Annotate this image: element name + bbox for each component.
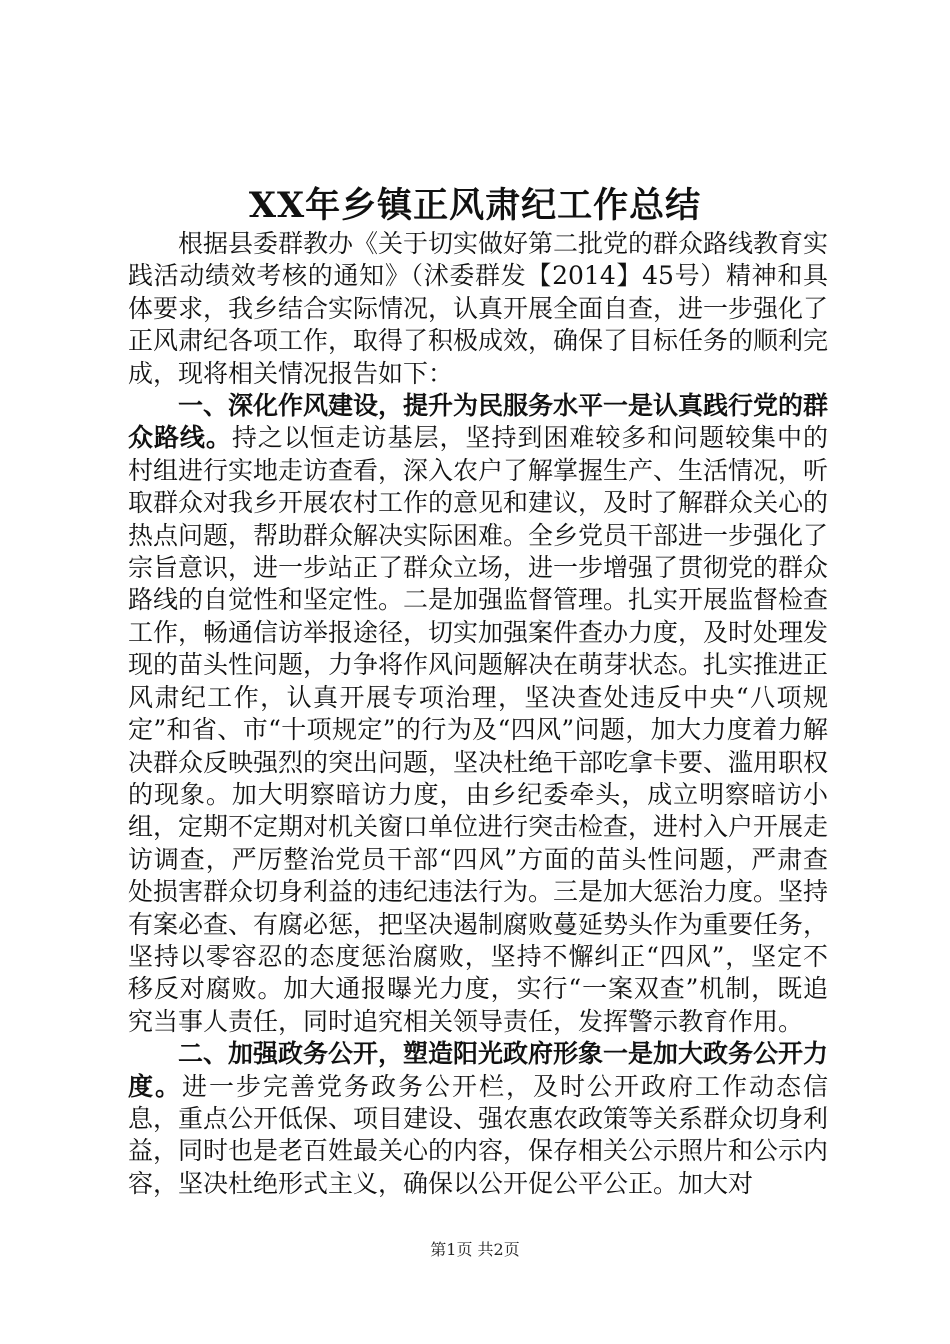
paragraph-text: 进一步完善党务政务公开栏，及时公开政府工作动态信息，重点公开低保、项目建设、强农惠农政策等关系群众切身利益，同时也是老百姓最关心的内容，保存相关公示照片和公示内容，坚决杜绝形式主义，确保以公开促公平公正。加大对 — [128, 1071, 829, 1198]
intro-paragraph — [128, 228, 828, 390]
paragraph-text: 根据县委群教办《关于切实做好第二批党的群众路线教育实践活动绩效考核的通知》（沭委群发【2014】45号）精神和具体要求，我乡结合实际情况，认真开展全面自查，进一步强化了正风肃纪各项工作，取得了积极成效，确保了目标任务的顺利完成，现将相关情况报告如下： — [128, 229, 829, 388]
section-heading: 二、加强政务公开，塑造阳光政府形象一是加大政务公开力度。 — [128, 1039, 829, 1101]
section-1-paragraph — [128, 390, 828, 1038]
section-2-paragraph — [128, 1038, 828, 1200]
page-title: XX年乡镇正风肃纪工作总结 — [248, 185, 702, 226]
document-body — [128, 228, 828, 1200]
page-footer: 第1页 共2页 — [430, 1240, 520, 1259]
paragraph-text: 持之以恒走访基层，坚持到困难较多和问题较集中的村组进行实地走访查看，深入农户了解掌握生产、生活情况，听取群众对我乡开展农村工作的意见和建议，及时了解群众关心的热点问题，帮助群众解决实际困难。全乡党员干部进一步强化了宗旨意识，进一步站正了群众立场，进一步增强了贯彻党的群众路线的自觉性和坚定性。二是加强监督管理。扎实开展监督检查工作，畅通信访举报途径，切实加强案件查办力度，及时处理发现的苗头性问题，力争将作风问题解决在萌芽状态。扎实推进正风肃纪工作，认真开展专项治理，坚决查处违反中央“八项规定”和省、市“十项规定”的行为及“四风”问题，加大力度着力解决群众反映强烈的突出问题，坚决杜绝干部吃拿卡要、滥用职权的现象。加大明察暗访力度，由乡纪委牵头，成立明察暗访小组，定期不定期对机关窗口单位进行突击检查，进村入户开展走访调查，严厉整治党员干部“四风”方面的苗头性问题，严肃查处损害群众切身利益的违纪违法行为。三是加大惩治力度。坚持有案必查、有腐必惩，把坚决遏制腐败蔓延势头作为重要任务，坚持以零容忍的态度惩治腐败，坚持不懈纠正“四风”，坚定不移反对腐败。加大通报曝光力度，实行“一案双查”机制，既追究当事人责任，同时追究相关领导责任，发挥警示教育作用。 — [128, 423, 829, 1036]
section-heading: 一、深化作风建设，提升为民服务水平一是认真践行党的群众路线。 — [128, 391, 829, 453]
